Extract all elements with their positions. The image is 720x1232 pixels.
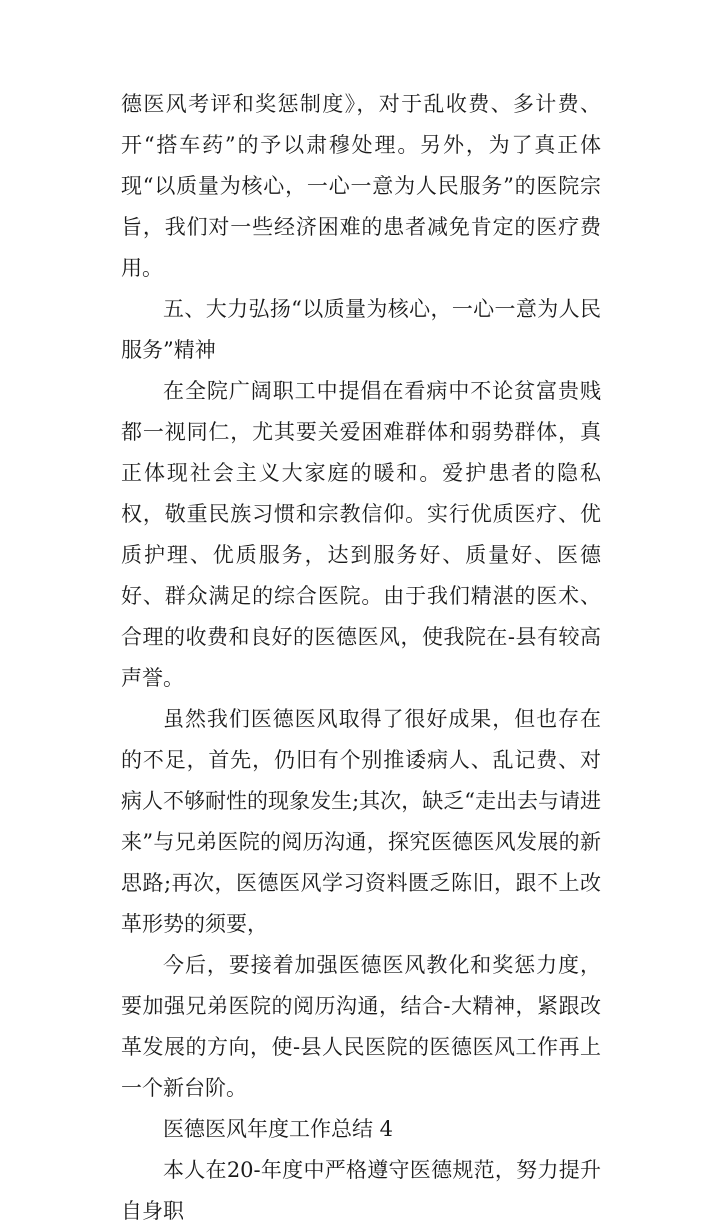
section-title-summary-4: 医德医风年度工作总结 4 bbox=[163, 1117, 394, 1141]
paragraph-2: 在全院广阔职工中提倡在看病中不论贫富贵贱都一视同仁，尤其要关爱困难群体和弱势群体，真正体现社会主义大家庭的暖和。爱护患者的隐私权，敬重民族习惯和宗教信仰。实行优质医疗、优质护理、优质服务，达到服务好、质量好、医德好、群众满足的综合医院。由于我们精湛的医术、合理的收费和良好的医德医风，使我院在-县有较高声誉。 bbox=[121, 379, 601, 690]
document-body bbox=[121, 84, 601, 1232]
paragraph-1: 德医风考评和奖惩制度》，对于乱收费、多计费、开“搭车药”的予以肃穆处理。另外，为了真正体现“以质量为核心，一心一意为人民服务”的医院宗旨，我们对一些经济困难的患者减免肯定的医疗费用。 bbox=[121, 92, 601, 280]
paragraph-3: 虽然我们医德医风取得了很好成果，但也存在的不足，首先，仍旧有个别推诿病人、乱记费、对病人不够耐性的现象发生;其次，缺乏“走出去与请进来”与兄弟医院的阅历沟通，探究医德医风发展的新思路;再次，医德医风学习资料匮乏陈旧，跟不上改革形势的须要， bbox=[121, 707, 601, 936]
paragraph-5: 本人在20-年度中严格遵守医德规范，努力提升自身职 bbox=[121, 1158, 601, 1223]
paragraph-4: 今后，要接着加强医德医风教化和奖惩力度，要加强兄弟医院的阅历沟通，结合-大精神，紧跟改革发展的方向，使-县人民医院的医德医风工作再上一个新台阶。 bbox=[121, 953, 601, 1100]
section-heading-5: 五、大力弘扬“以质量为核心，一心一意为人民服务”精神 bbox=[121, 297, 601, 362]
